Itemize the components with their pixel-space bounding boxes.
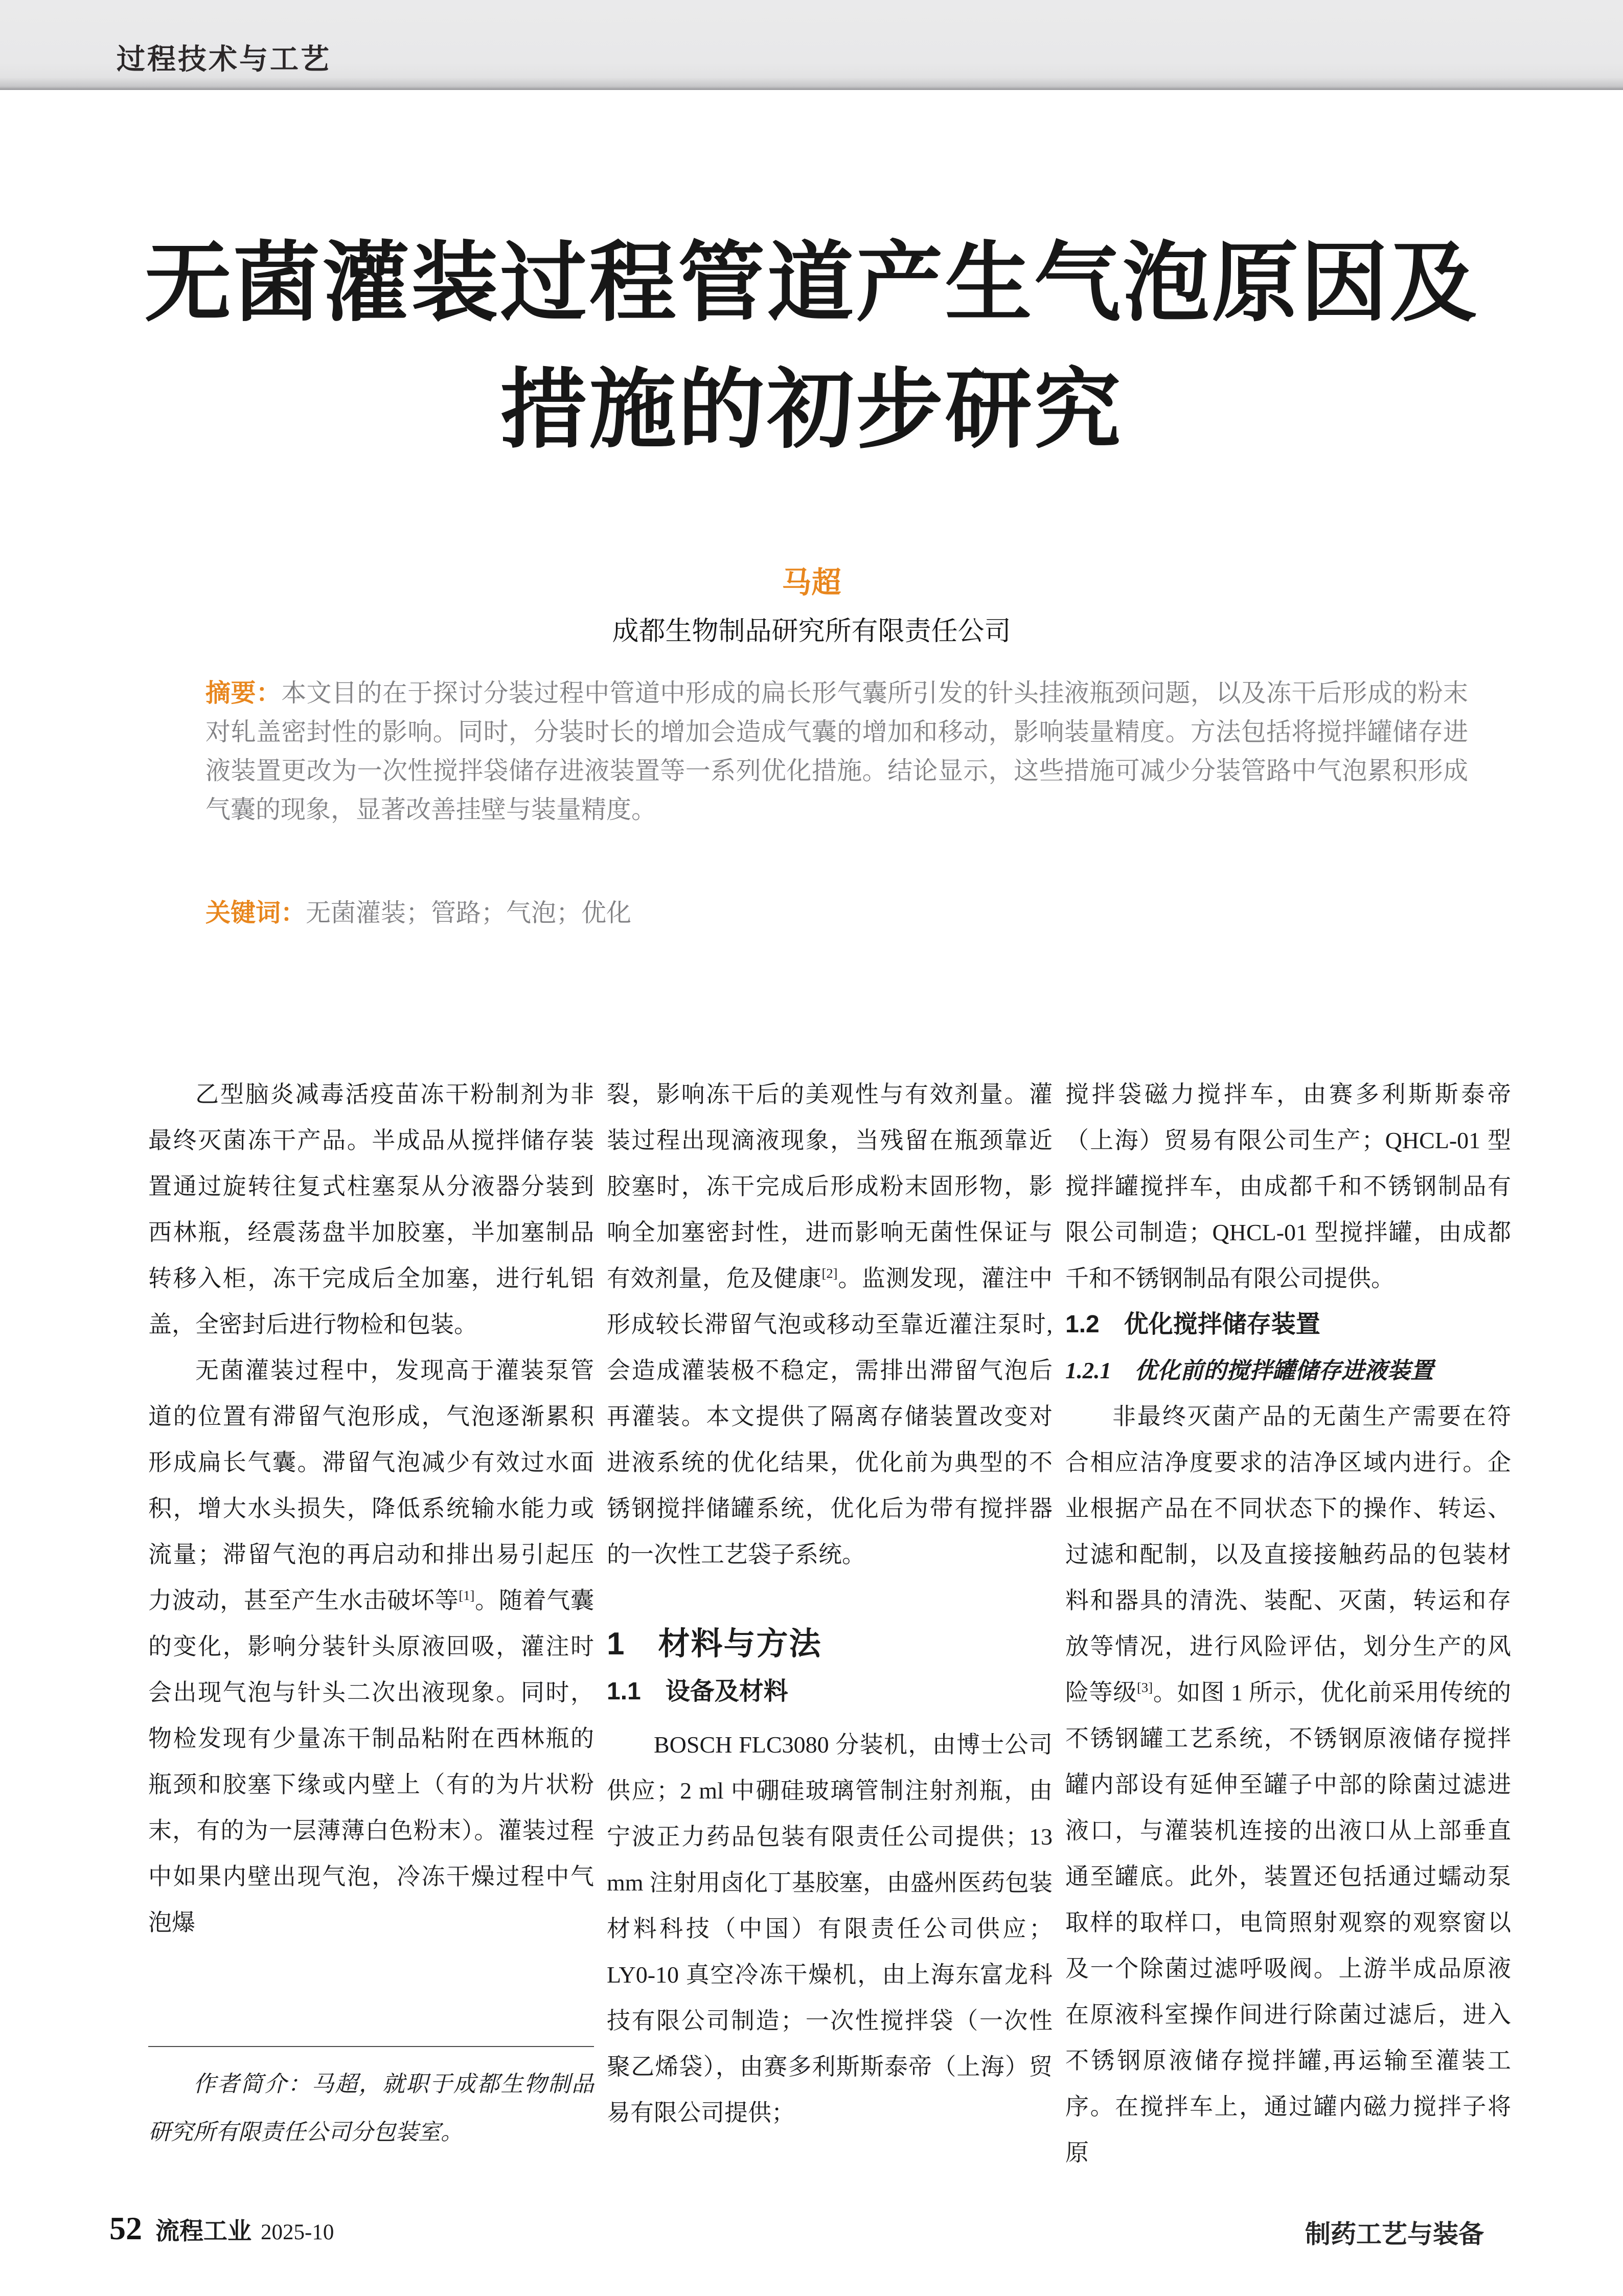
abstract-block bbox=[205, 674, 1468, 829]
author-bio-footnote: 作者简介：马超，就职于成都生物制品研究所有限责任公司分包装室。 bbox=[148, 2046, 594, 2156]
page-number: 52 bbox=[109, 2210, 142, 2246]
paragraph-intro: 乙型脑炎减毒活疫苗冻干粉制剂为非最终灭菌冻干产品。半成品从搅拌储存装置通过旋转往复式柱塞泵从分液器分装到西林瓶，经震荡盘半加胶塞，半加塞制品转移入柜，冻干完成后全加塞，进行轧铝盖，全密封后进行物检和包装。 bbox=[148, 1081, 594, 1337]
keywords-block bbox=[205, 894, 1468, 933]
paragraph-problem-cont-text2: 。监测发现，灌注中形成较长滞留气泡或移动至靠近灌注泵时,会造成灌装极不稳定，需排出滞留气泡后再灌装。本文提供了隔离存储装置改变对进液系统的优化结果，优化前为典型的不锈钢搅拌储罐系统，优化后为带有搅拌器的一次性工艺袋子系统。 bbox=[607, 1265, 1053, 1567]
section-heading-materials-methods: 1 材料与方法 bbox=[607, 1626, 822, 1662]
paragraph-problem-text: 无菌灌装过程中，发现高于灌装泵管道的位置有滞留气泡形成，气泡逐渐累积形成扁长气囊。滞留气泡减少有效过水面积，增大水头损失，降低系统输水能力或流量；滞留气泡的再启动和排出易引起压力波动，甚至产生水击破坏等 bbox=[148, 1357, 594, 1613]
journal-issue: 2025-10 bbox=[261, 2220, 334, 2244]
body-column-2 bbox=[607, 1072, 1053, 2136]
keywords-label: 关键词： bbox=[205, 899, 306, 927]
paragraph-problem-continued bbox=[607, 1072, 1053, 1578]
paragraph-problem-cont-text: 裂，影响冻干后的美观性与有效剂量。灌装过程出现滴液现象，当残留在瓶颈靠近胶塞时，冻干完成后形成粉末固形物，影响全加塞密封性，进而影响无菌性保证与有效剂量，危及健康 bbox=[607, 1081, 1053, 1291]
section-header-label: 过程技术与工艺 bbox=[117, 43, 331, 75]
journal-name: 流程工业 bbox=[155, 2217, 252, 2244]
article-title bbox=[0, 220, 1623, 473]
footer-left bbox=[109, 2210, 334, 2247]
paragraph-aseptic-text-cont: 。如图 1 所示，优化前采用传统的不锈钢罐工艺系统，不锈钢原液储存搅拌罐内部设有延伸至罐子中部的除菌过滤进液口，与灌装机连接的出液口从上部垂直通至罐底。此外，装置还包括通过蠕动泵取样的取样口，电筒照射观察的观察窗以及一个除菌过滤呼吸阀。上游半成品原液在原液科室操作间进行除菌过滤后，进入不锈钢原液储存搅拌罐,再运输至灌装工序。在搅拌车上，通过罐内磁力搅拌子将原 bbox=[1065, 1679, 1512, 2166]
subsection-heading-equipment: 1.1 设备及材料 bbox=[607, 1678, 788, 1705]
author-affiliation: 成都生物制品研究所有限责任公司 bbox=[612, 617, 1011, 646]
reference-mark-2: [2] bbox=[821, 1265, 838, 1281]
paragraph-aseptic-production bbox=[1065, 1394, 1511, 2176]
body-column-3 bbox=[1065, 1072, 1511, 2176]
article-title-line1: 无菌灌装过程管道产生气泡原因及 bbox=[144, 235, 1479, 332]
keywords-text: 无菌灌装；管路；气泡；优化 bbox=[306, 899, 632, 927]
subsubsection-heading-before-optimization: 1.2.1 优化前的搅拌罐储存进液装置 bbox=[1065, 1358, 1434, 1383]
paragraph-problem-text-cont: 。随着气囊的变化，影响分装针头原液回吸，灌注时会出现气泡与针头二次出液现象。同时，物检发现有少量冻干制品粘附在西林瓶的瓶颈和胶塞下缘或内壁上（有的为片状粉末，有的为一层薄薄白色粉末）。灌装过程中如果内壁出现气泡，冷冻干燥过程中气泡爆 bbox=[148, 1587, 595, 1936]
paragraph-equipment-continued: 搅拌袋磁力搅拌车，由赛多利斯斯泰帝（上海）贸易有限公司生产；QHCL-01 型搅拌罐搅拌车，由成都千和不锈钢制品有限公司制造；QHCL-01 型搅拌罐，由成都千和不锈钢制品有限公司提供。 bbox=[1065, 1081, 1511, 1291]
reference-mark-1: [1] bbox=[459, 1587, 475, 1603]
paragraph-problem bbox=[148, 1348, 594, 1946]
article-title-line2: 措施的初步研究 bbox=[500, 361, 1123, 459]
paragraph-aseptic-text: 非最终灭菌产品的无菌生产需要在符合相应洁净度要求的洁净区域内进行。企业根据产品在不同状态下的操作、转运、过滤和配制，以及直接接触药品的包装材料和器具的清洗、装配、灭菌，转运和存放等情况，进行风险评估，划分生产的风险等级 bbox=[1065, 1403, 1511, 1706]
paragraph-equipment: BOSCH FLC3080 分装机，由博士公司供应；2 ml 中硼硅玻璃管制注射剂瓶，由宁波正力药品包装有限责任公司提供；13 mm 注射用卤化丁基胶塞，由盛州医药包装材料科技（中国）有限责任公司供应；LY0-10 真空冷冻干燥机，由上海东富龙科技有限公司制造；一次性搅拌袋（一次性聚乙烯袋），由赛多利斯斯泰帝（上海）贸易有限公司提供； bbox=[607, 1732, 1053, 2126]
footer-section-name: 制药工艺与装备 bbox=[1305, 2220, 1484, 2248]
author-name: 马超 bbox=[782, 566, 841, 599]
subsection-heading-optimize-storage: 1.2 优化搅拌储存装置 bbox=[1065, 1311, 1320, 1338]
abstract-label: 摘要： bbox=[205, 679, 282, 707]
abstract-text: 本文目的在于探讨分装过程中管道中形成的扁长形气囊所引发的针头挂液瓶颈问题，以及冻干后形成的粉末对轧盖密封性的影响。同时，分装时长的增加会造成气囊的增加和移动，影响装量精度。方法包括将搅拌罐储存进液装置更改为一次性搅拌袋储存进液装置等一系列优化措施。结论显示，这些措施可减少分装管路中气泡累积形成气囊的现象，显著改善挂壁与装量精度。 bbox=[205, 679, 1468, 824]
section-header-band bbox=[0, 0, 1623, 90]
body-column-1 bbox=[148, 1072, 594, 1946]
reference-mark-3: [3] bbox=[1137, 1679, 1153, 1695]
